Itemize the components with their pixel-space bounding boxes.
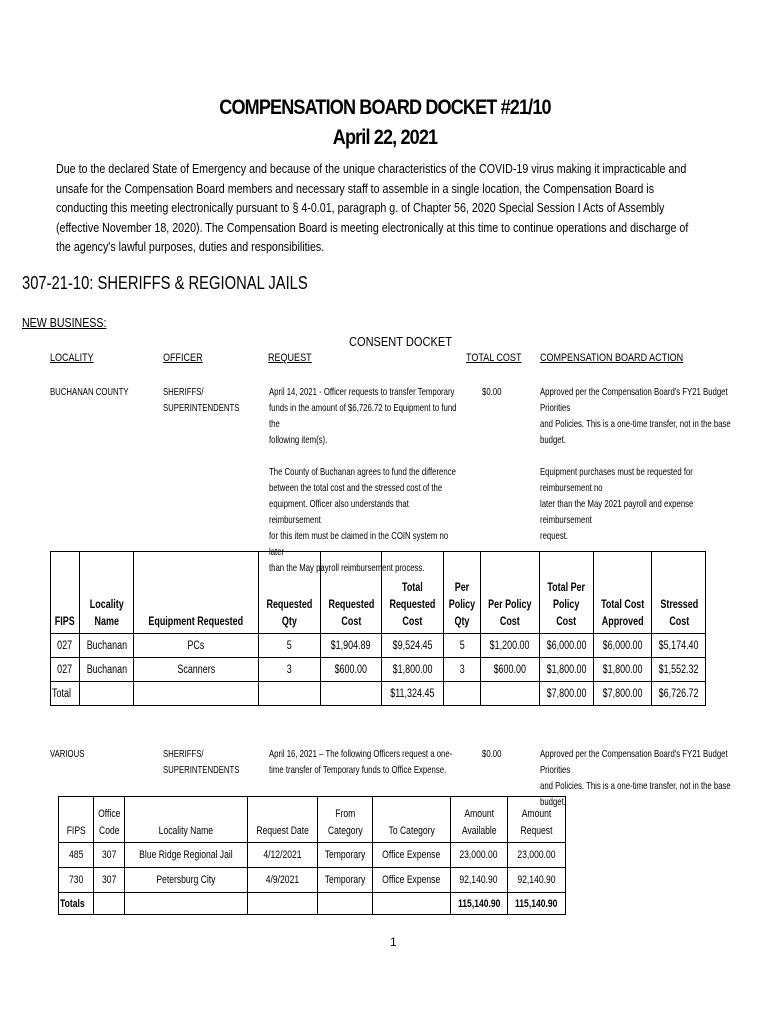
col-request: REQUEST <box>268 352 312 364</box>
item2-action: Approved per the Compensation Board's FY21 Budget Priorities and Policies. This is a one-time transfer, not in the base budget. <box>540 748 731 808</box>
table-row: 027 Buchanan Scanners 3 $600.00 $1,800.00 3 $600.00 $1,800.00 $1,800.00 $1,552.32 <box>51 658 706 682</box>
page-number: 1 <box>390 935 397 949</box>
docket-date: April 22, 2021 <box>332 126 438 149</box>
item1-officer: SHERIFFS/ SUPERINTENDENTS <box>163 386 240 414</box>
table-total-row: Totals 115,140.90 115,140.90 <box>59 893 566 915</box>
table-row: 485 307 Blue Ridge Regional Jail 4/12/2021 Temporary Office Expense 23,000.00 23,000.00 <box>59 843 566 868</box>
equipment-table <box>50 551 706 706</box>
item1-action: Approved per the Compensation Board's FY21 Budget Priorities and Policies. This is a one-time transfer, not in the base budget. Equipment purchases must be requested for reimbursement no later than the May 2021 payroll and expense reimbursement request. <box>540 386 731 542</box>
item1-request: April 14, 2021 - Officer requests to transfer Temporary funds in the amount of $6,726.72 to Equipment to fund the following item(s). The County of Buchanan agrees to fund the difference between the total cost and the stressed cost of the equipment. Officer also understands that reimbursement for this item must be claimed in the COIN system no later than the May payroll reimbursement process. <box>269 386 457 574</box>
item2-request: April 16, 2021 – The following Officers request a one- time transfer of Temporary funds to Office Expense. <box>269 748 453 776</box>
table-total-row: Total $11,324.45 $7,800.00 $7,800.00 $6,726.72 <box>51 682 706 706</box>
col-locality: LOCALITY <box>50 352 94 364</box>
col-officer: OFFICER <box>163 352 203 364</box>
consent-docket-label: CONSENT DOCKET <box>349 334 452 349</box>
item2-locality: VARIOUS <box>50 748 85 760</box>
transfer-table <box>58 796 566 915</box>
section-title: 307-21-10: SHERIFFS & REGIONAL JAILS <box>22 273 308 293</box>
new-business-label: NEW BUSINESS: <box>22 316 107 330</box>
table-header-row: FIPS Locality Name Equipment Requested Requested Qty Requested Cost Total Requested Cost Per Policy Qty Per Policy Cost Total Per Policy Cost Total Cost Approved Stressed Cost <box>51 552 706 634</box>
item1-total-cost: $0.00 <box>482 386 502 398</box>
table-row: 027 Buchanan PCs 5 $1,904.89 $9,524.45 5 $1,200.00 $6,000.00 $6,000.00 $5,174.40 <box>51 634 706 658</box>
col-action: COMPENSATION BOARD ACTION <box>540 352 684 364</box>
docket-title: COMPENSATION BOARD DOCKET #21/10 <box>219 96 551 119</box>
col-total-cost: TOTAL COST <box>466 352 522 364</box>
item2-total-cost: $0.00 <box>482 748 502 760</box>
table-row: 730 307 Petersburg City 4/9/2021 Temporary Office Expense 92,140.90 92,140.90 <box>59 868 566 893</box>
item2-officer: SHERIFFS/ SUPERINTENDENTS <box>163 748 240 776</box>
item1-locality: BUCHANAN COUNTY <box>50 386 129 398</box>
table-header-row: FIPS Office Code Locality Name Request Date From Category To Category Amount Available Amount Request <box>59 797 566 843</box>
intro-paragraph: Due to the declared State of Emergency and because of the unique characteristics of the COVID-19 virus making it impracticable and unsafe for the Compensation Board members and necessary staff to assemble in a single location, the Compensation Board is conducting this meeting electronically pursuant to § 4-0.01, paragraph g. of Chapter 56, 2020 Special Session I Acts of Assembly (effective November 18, 2020). The Compensation Board is meeting electronically at this time to continue operations and discharge of the agency's lawful purposes, duties and responsibilities. <box>56 162 689 254</box>
